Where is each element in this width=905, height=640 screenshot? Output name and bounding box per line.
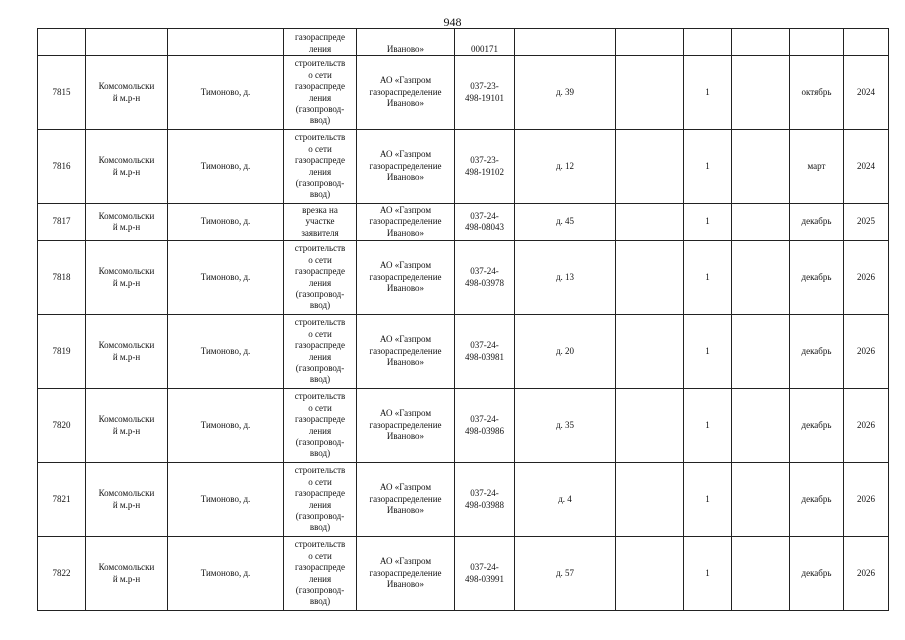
- cell-extra: [616, 204, 684, 241]
- cell-year: 2024: [844, 130, 889, 204]
- cell-organization: [357, 56, 455, 130]
- cell-district: [86, 537, 168, 611]
- cell-work-type-line: строительств: [294, 132, 346, 143]
- cell-work-type-line: строительств: [294, 243, 346, 254]
- cell-district: [86, 389, 168, 463]
- cell-work-type: [284, 315, 357, 389]
- cell-work-type-line: строительств: [294, 317, 346, 328]
- cell-count: 1: [684, 537, 732, 611]
- cell-organization-line: АО «Газпром: [379, 482, 432, 493]
- cell-year: 2024: [844, 56, 889, 130]
- cell-locality: Тимоново, д.: [168, 56, 284, 130]
- cell-month: декабрь: [790, 241, 844, 315]
- cell-id: 7822: [38, 537, 86, 611]
- cell-district-line: Комсомольски: [98, 340, 155, 351]
- cell-address: д. 39: [515, 56, 616, 130]
- cell-locality: Тимоново, д.: [168, 130, 284, 204]
- cell-number: [455, 204, 515, 241]
- cell-address: д. 4: [515, 463, 616, 537]
- cell-extra: [616, 389, 684, 463]
- cell-work-type: [284, 130, 357, 204]
- cell-month: декабрь: [790, 537, 844, 611]
- cell-count: 1: [684, 241, 732, 315]
- cell-district-line: Комсомольски: [98, 562, 155, 573]
- cell-extra: [616, 29, 684, 56]
- cell-organization-line: Иваново»: [386, 283, 425, 294]
- cell-number-line: 498-19102: [465, 166, 504, 177]
- cell-number-line: 037-24-: [470, 414, 499, 425]
- cell-blank: [732, 29, 790, 56]
- cell-work-type-line: о сети: [308, 328, 332, 339]
- cell-number-line: 498-03988: [465, 499, 504, 510]
- cell-work-type-line: ввод): [309, 522, 331, 533]
- cell-locality: Тимоново, д.: [168, 241, 284, 315]
- cell-work-type-line: (газопровод-: [295, 584, 345, 595]
- cell-month: декабрь: [790, 389, 844, 463]
- cell-blank: [732, 463, 790, 537]
- cell-organization-line: АО «Газпром: [379, 75, 432, 86]
- cell-district-line: й м.р-н: [112, 92, 141, 103]
- cell-address: д. 57: [515, 537, 616, 611]
- cell-organization-line: Иваново»: [386, 505, 425, 516]
- cell-district-line: Комсомольски: [98, 266, 155, 277]
- cell-year: 2026: [844, 389, 889, 463]
- cell-month: октябрь: [790, 56, 844, 130]
- cell-district-line: Комсомольски: [98, 414, 155, 425]
- cell-work-type: [284, 241, 357, 315]
- number-line: 000171: [471, 43, 498, 54]
- cell-work-type-line: строительств: [294, 391, 346, 402]
- cell-district: [86, 315, 168, 389]
- cell-number-line: 037-24-: [470, 562, 499, 573]
- cell-work-type-line: ления: [308, 351, 332, 362]
- cell-blank: [732, 56, 790, 130]
- cell-work-type-line: газораспреде: [295, 266, 345, 277]
- cell-address: [515, 29, 616, 56]
- cell-organization-line: Иваново»: [386, 172, 425, 183]
- cell-organization-line: газораспределение: [369, 567, 442, 578]
- cell-district: [86, 130, 168, 204]
- cell-number-line: 498-03981: [465, 351, 504, 362]
- cell-count: 1: [684, 315, 732, 389]
- cell-organization: [357, 463, 455, 537]
- cell-number: [455, 130, 515, 204]
- cell-year: 2025: [844, 204, 889, 241]
- cell-year: [844, 29, 889, 56]
- cell-id: 7817: [38, 204, 86, 241]
- cell-number: [455, 315, 515, 389]
- cell-work-type-line: врезка на: [302, 204, 338, 215]
- cell-district: [86, 241, 168, 315]
- cell-work-type-line: о сети: [308, 550, 332, 561]
- cell-address: д. 12: [515, 130, 616, 204]
- table-body: [38, 29, 889, 611]
- cell-month: март: [790, 130, 844, 204]
- cell-work-type-line: ления: [308, 166, 332, 177]
- cell-work-type-line: газораспреде: [295, 81, 345, 92]
- cell-work-type-line: о сети: [308, 69, 332, 80]
- cell-locality: [168, 29, 284, 56]
- table-row: [38, 537, 889, 611]
- registry-table: [37, 28, 889, 611]
- cell-work-type-line: ввод): [309, 189, 331, 200]
- cell-number-line: 037-24-: [470, 340, 499, 351]
- cell-district-line: Комсомольски: [98, 81, 155, 92]
- cell-work-type-line: ления: [308, 573, 332, 584]
- cell-organization-line: АО «Газпром: [379, 334, 432, 345]
- cell-locality: Тимоново, д.: [168, 315, 284, 389]
- cell-organization-line: АО «Газпром: [379, 204, 432, 215]
- cell-blank: [732, 130, 790, 204]
- cell-organization-line: газораспределение: [369, 493, 442, 504]
- cell-work-type-line: ления: [308, 499, 332, 510]
- cell-number: [455, 463, 515, 537]
- cell-organization: [357, 130, 455, 204]
- cell-district: [86, 29, 168, 56]
- cell-district-line: Комсомольски: [98, 488, 155, 499]
- cell-district-line: й м.р-н: [112, 222, 141, 232]
- cell-count: 1: [684, 204, 732, 241]
- cell-organization-line: АО «Газпром: [379, 556, 432, 567]
- cell-address: д. 13: [515, 241, 616, 315]
- cell-organization-line: Иваново»: [386, 98, 425, 109]
- cell-work-type-line: строительств: [294, 58, 346, 69]
- cell-number: [455, 241, 515, 315]
- cell-district-line: й м.р-н: [112, 499, 141, 510]
- cell-organization: [357, 29, 455, 56]
- cell-work-type-line: ввод): [309, 448, 331, 459]
- cell-number-line: 037-23-: [470, 81, 499, 92]
- table-row: [38, 389, 889, 463]
- cell-locality: Тимоново, д.: [168, 537, 284, 611]
- table-row: [38, 130, 889, 204]
- cell-organization-line: АО «Газпром: [379, 408, 432, 419]
- cell-count: 1: [684, 130, 732, 204]
- cell-extra: [616, 130, 684, 204]
- work-type-line: газораспреде: [295, 32, 345, 43]
- cell-number-line: 498-08043: [465, 222, 504, 232]
- cell-organization-line: газораспределение: [369, 216, 442, 227]
- cell-year: 2026: [844, 241, 889, 315]
- cell-work-type-line: (газопровод-: [295, 177, 345, 188]
- cell-work-type-line: строительств: [294, 539, 346, 550]
- cell-organization: [357, 389, 455, 463]
- cell-work-type-line: ввод): [309, 374, 331, 385]
- table-row: [38, 204, 889, 241]
- cell-work-type-line: ления: [308, 425, 332, 436]
- cell-work-type: [284, 29, 357, 56]
- cell-address: д. 20: [515, 315, 616, 389]
- cell-count: 1: [684, 463, 732, 537]
- cell-year: 2026: [844, 537, 889, 611]
- cell-id: 7816: [38, 130, 86, 204]
- cell-number-line: 498-19101: [465, 92, 504, 103]
- cell-work-type-line: (газопровод-: [295, 436, 345, 447]
- cell-work-type: [284, 389, 357, 463]
- cell-id: 7821: [38, 463, 86, 537]
- cell-organization-line: Иваново»: [386, 357, 425, 368]
- cell-number-line: 037-23-: [470, 155, 499, 166]
- cell-work-type: [284, 56, 357, 130]
- cell-blank: [732, 204, 790, 241]
- cell-organization-line: газораспределение: [369, 345, 442, 356]
- cell-extra: [616, 241, 684, 315]
- cell-number-line: 498-03991: [465, 573, 504, 584]
- table-row: [38, 241, 889, 315]
- cell-work-type-line: газораспреде: [295, 488, 345, 499]
- cell-organization-line: Иваново»: [386, 227, 425, 238]
- cell-number-line: 498-03986: [465, 425, 504, 436]
- cell-id: 7815: [38, 56, 86, 130]
- cell-number-line: 037-24-: [470, 266, 499, 277]
- cell-district-line: Комсомольски: [98, 210, 155, 221]
- cell-work-type-line: (газопровод-: [295, 288, 345, 299]
- cell-work-type-line: строительств: [294, 465, 346, 476]
- cell-work-type-line: ления: [308, 277, 332, 288]
- cell-work-type-line: (газопровод-: [295, 103, 345, 114]
- cell-district-line: й м.р-н: [112, 573, 141, 584]
- cell-number: [455, 29, 515, 56]
- cell-district-line: й м.р-н: [112, 166, 141, 177]
- cell-blank: [732, 537, 790, 611]
- cell-number: [455, 389, 515, 463]
- cell-id: 7819: [38, 315, 86, 389]
- cell-work-type-line: о сети: [308, 402, 332, 413]
- cell-locality: Тимоново, д.: [168, 389, 284, 463]
- cell-organization-line: газораспределение: [369, 160, 442, 171]
- cell-locality: Тимоново, д.: [168, 463, 284, 537]
- cell-organization-line: АО «Газпром: [379, 149, 432, 160]
- cell-extra: [616, 56, 684, 130]
- cell-number-line: 037-24-: [470, 488, 499, 499]
- cell-year: 2026: [844, 315, 889, 389]
- cell-address: д. 35: [515, 389, 616, 463]
- cell-work-type-line: о сети: [308, 476, 332, 487]
- cell-organization-line: газораспределение: [369, 271, 442, 282]
- cell-work-type-line: газораспреде: [295, 414, 345, 425]
- cell-blank: [732, 389, 790, 463]
- cell-work-type: [284, 537, 357, 611]
- cell-count: 1: [684, 56, 732, 130]
- cell-count: [684, 29, 732, 56]
- cell-organization: [357, 204, 455, 241]
- cell-extra: [616, 315, 684, 389]
- cell-work-type: [284, 204, 357, 241]
- cell-work-type-line: о сети: [308, 143, 332, 154]
- cell-organization-line: Иваново»: [386, 431, 425, 442]
- table-row: [38, 56, 889, 130]
- cell-district-line: Комсомольски: [98, 155, 155, 166]
- cell-id: 7818: [38, 241, 86, 315]
- cell-locality: Тимоново, д.: [168, 204, 284, 241]
- cell-work-type-line: ввод): [309, 300, 331, 311]
- work-type-line: ления: [308, 43, 332, 54]
- cell-district-line: й м.р-н: [112, 425, 141, 436]
- cell-district-line: й м.р-н: [112, 351, 141, 362]
- cell-district: [86, 56, 168, 130]
- cell-year: 2026: [844, 463, 889, 537]
- cell-month: декабрь: [790, 463, 844, 537]
- continuation-row: [38, 29, 889, 56]
- cell-work-type-line: о сети: [308, 254, 332, 265]
- cell-work-type-line: ления: [308, 92, 332, 103]
- cell-work-type: [284, 463, 357, 537]
- cell-organization-line: газораспределение: [369, 86, 442, 97]
- cell-extra: [616, 463, 684, 537]
- cell-work-type-line: газораспреде: [295, 562, 345, 573]
- cell-extra: [616, 537, 684, 611]
- cell-count: 1: [684, 389, 732, 463]
- cell-work-type-line: ввод): [309, 596, 331, 607]
- cell-work-type-line: заявителя: [301, 227, 339, 238]
- cell-organization-line: Иваново»: [386, 579, 425, 590]
- table-row: [38, 315, 889, 389]
- cell-work-type-line: участке: [305, 216, 335, 227]
- cell-address: д. 45: [515, 204, 616, 241]
- cell-organization: [357, 315, 455, 389]
- cell-blank: [732, 241, 790, 315]
- cell-work-type-line: газораспреде: [295, 155, 345, 166]
- cell-organization: [357, 241, 455, 315]
- cell-month: [790, 29, 844, 56]
- cell-organization: [357, 537, 455, 611]
- cell-district: [86, 463, 168, 537]
- cell-district: [86, 204, 168, 241]
- org-line: Иваново»: [386, 43, 425, 54]
- cell-work-type-line: (газопровод-: [295, 510, 345, 521]
- cell-month: декабрь: [790, 315, 844, 389]
- cell-number: [455, 537, 515, 611]
- cell-month: декабрь: [790, 204, 844, 241]
- cell-organization-line: АО «Газпром: [379, 260, 432, 271]
- cell-number-line: 498-03978: [465, 277, 504, 288]
- cell-work-type-line: (газопровод-: [295, 362, 345, 373]
- cell-blank: [732, 315, 790, 389]
- cell-number: [455, 56, 515, 130]
- cell-number-line: 037-24-: [470, 210, 499, 221]
- cell-organization-line: газораспределение: [369, 419, 442, 430]
- page-number: 948: [443, 15, 462, 29]
- cell-district-line: й м.р-н: [112, 277, 141, 288]
- cell-work-type-line: ввод): [309, 115, 331, 126]
- cell-id: 7820: [38, 389, 86, 463]
- table-row: [38, 463, 889, 537]
- cell-id: [38, 29, 86, 56]
- cell-work-type-line: газораспреде: [295, 340, 345, 351]
